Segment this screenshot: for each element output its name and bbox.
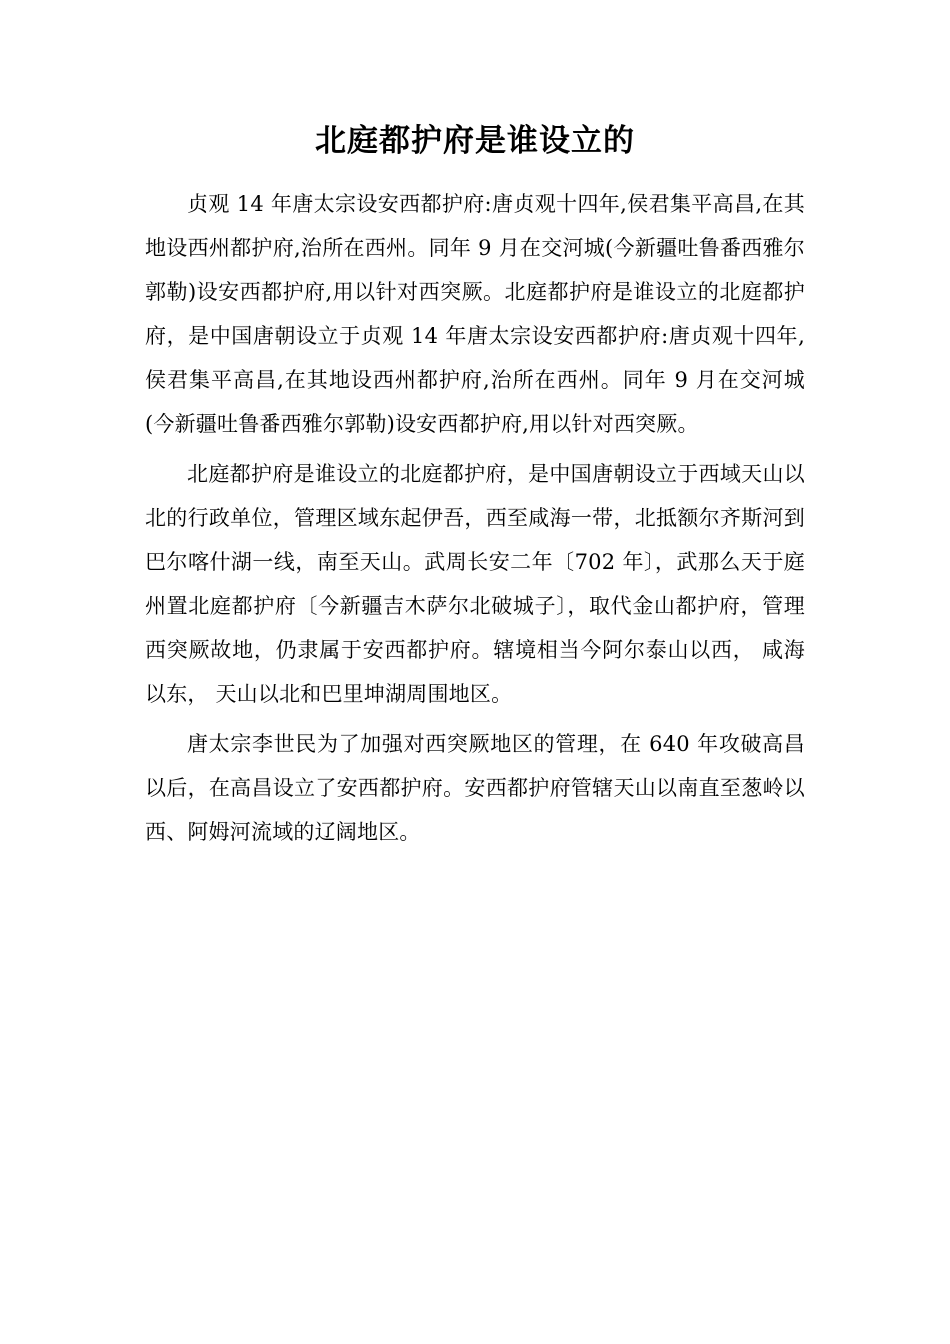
document-title: 北庭都护府是谁设立的: [315, 123, 635, 159]
paragraph-3: 唐太宗李世民为了加强对西突厥地区的管理，在 640 年攻破高昌以后，在高昌设立了安西都护府。安西都护府管辖天山以南直至葱岭以西、阿姆河流域的辽阔地区。: [145, 732, 805, 844]
document-body: [145, 112, 805, 860]
paragraph-1: 贞观 14 年唐太宗设安西都护府:唐贞观十四年,侯君集平高昌,在其地设西州都护府,治所在西州。同年 9 月在交河城(今新疆吐鲁番西雅尔郭勒)设安西都护府,用以针对西突厥。北庭都护府是谁设立的北庭都护府，是中国唐朝设立于贞观 14 年唐太宗设安西都护府:唐贞观十四年,侯君集平高昌,在其地设西州都护府,治所在西州。同年 9 月在交河城(今新疆吐鲁番西雅尔郭勒)设安西都护府,用以针对西突厥。: [145, 192, 805, 436]
paragraph-2: 北庭都护府是谁设立的北庭都护府，是中国唐朝设立于西域天山以北的行政单位，管理区域东起伊吾，西至咸海一带，北抵额尔齐斯河到巴尔喀什湖一线，南至天山。武周长安二年〔702 年〕，武那么天于庭州置北庭都护府〔今新疆吉木萨尔北破城子〕，取代金山都护府，管理西突厥故地，仍隶属于安西都护府。辖境相当今阿尔泰山以西， 咸海以东， 天山以北和巴里坤湖周围地区。: [145, 462, 805, 706]
